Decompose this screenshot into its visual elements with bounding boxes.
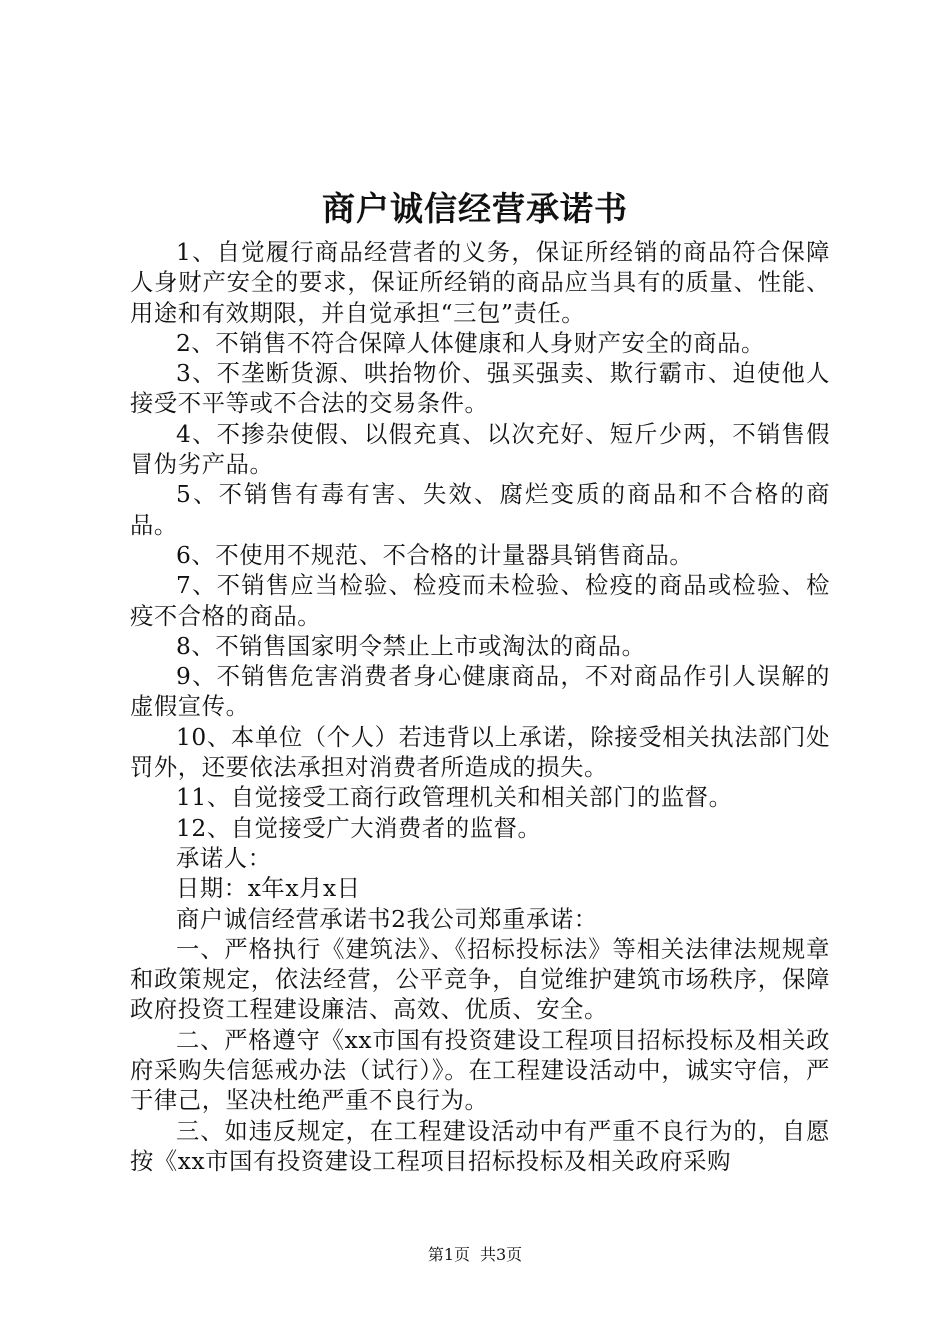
paragraph-1: 1、自觉履行商品经营者的义务，保证所经销的商品符合保障人身财产安全的要求，保证所经销的商品应当具有的质量、性能、用途和有效期限，并自觉承担“三包”责任。: [130, 239, 830, 327]
commitment-item-2: 二、严格遵守《xx市国有投资建设工程项目招标投标及相关政府采购失信惩戒办法（试行）》。在工程建设活动中，诚实守信，严于律己，坚决杜绝严重不良行为。: [130, 1026, 830, 1115]
promisor-line: 承诺人：: [176, 844, 272, 872]
paragraph-7: 7、不销售应当检验、检疫而未检验、检疫的商品或检验、检疫不合格的商品。: [130, 572, 830, 630]
date-line: 日期：x年x月x日: [176, 875, 361, 903]
paragraph-12: 12、自觉接受广大消费者的监督。: [176, 814, 542, 842]
paragraph-9: 9、不销售危害消费者身心健康商品，不对商品作引人误解的虚假宣传。: [130, 663, 830, 721]
paragraph-5: 5、不销售有毒有害、失效、腐烂变质的商品和不合格的商品。: [130, 481, 830, 539]
page-number: 第1页: [427, 1245, 470, 1264]
commitment-item-3: 三、如违反规定，在工程建设活动中有严重不良行为的，自愿按《xx市国有投资建设工程项目招标投标及相关政府采购: [130, 1117, 830, 1175]
paragraph-8: 8、不销售国家明令禁止上市或淘汰的商品。: [176, 632, 646, 660]
document-title: 商户诚信经营承诺书: [322, 189, 628, 228]
paragraph-6: 6、不使用不规范、不合格的计量器具销售商品。: [176, 541, 694, 569]
page-footer: [0, 1244, 950, 1266]
commitment-item-1: 一、严格执行《建筑法》、《招标投标法》等相关法律法规规章和政策规定，依法经营，公平竞争，自觉维护建筑市场秩序，保障政府投资工程建设廉洁、高效、优质、安全。: [130, 935, 830, 1024]
paragraph-2: 2、不销售不符合保障人体健康和人身财产安全的商品。: [176, 329, 765, 357]
page-total: 共3页: [480, 1245, 523, 1264]
document-body: [130, 238, 830, 1177]
paragraph-11: 11、自觉接受工商行政管理机关和相关部门的监督。: [176, 784, 733, 812]
second-commitment-heading: 商户诚信经营承诺书2我公司郑重承诺：: [176, 905, 598, 933]
paragraph-3: 3、不垄断货源、哄抬物价、强买强卖、欺行霸市、迫使他人接受不平等或不合法的交易条件。: [130, 360, 830, 418]
paragraph-4: 4、不掺杂使假、以假充真、以次充好、短斤少两，不销售假冒伪劣产品。: [130, 420, 830, 479]
paragraph-10: 10、本单位（个人）若违背以上承诺，除接受相关执法部门处罚外，还要依法承担对消费者所造成的损失。: [130, 723, 830, 782]
